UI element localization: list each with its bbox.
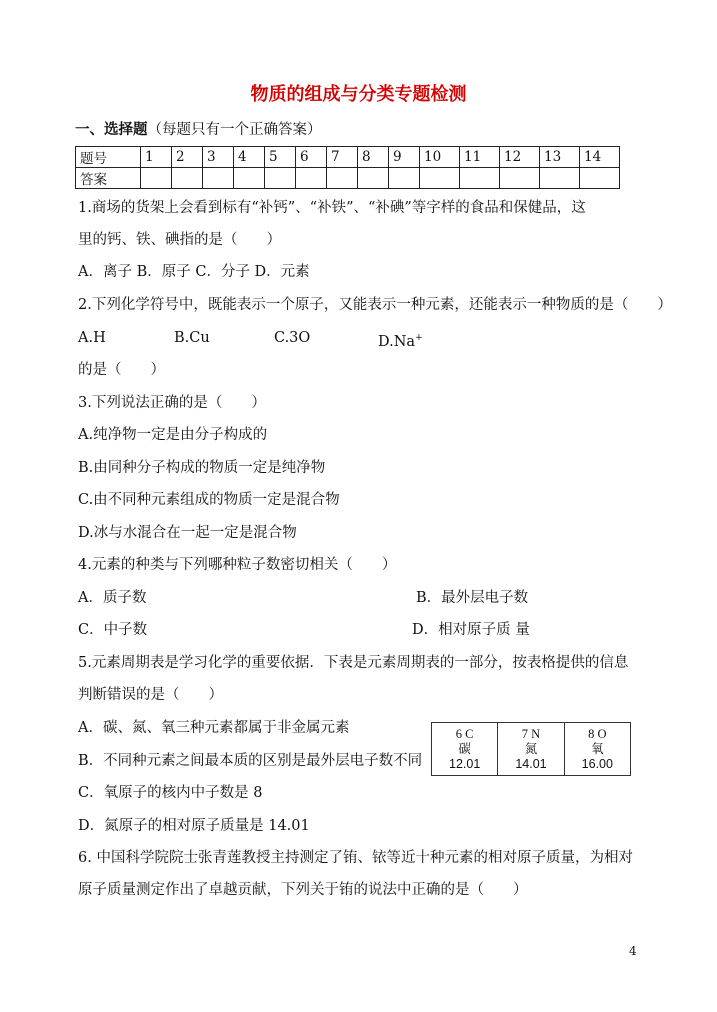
page-number: 4 [629, 944, 637, 958]
grid-answer-label: 答案 [76, 168, 141, 189]
question-5-option-d: D．氮原子的相对原子质量是 14.01 [78, 818, 310, 834]
periodic-table-fragment [431, 722, 631, 776]
section-note: （每题只有一个正确答案） [147, 122, 322, 138]
element-cell-oxygen [565, 723, 630, 775]
question-3-text: 3.下列说法正确的是（ ） [78, 395, 266, 411]
question-3-option-c: C.由不同种元素组成的物质一定是混合物 [78, 492, 340, 508]
answer-cell[interactable] [296, 168, 327, 189]
question-4-option-d: D．相对原子质 量 [412, 622, 530, 638]
element-cell-nitrogen [498, 723, 564, 775]
option-d-charge: + [415, 333, 423, 343]
grid-number: 4 [234, 147, 265, 168]
grid-answer-row [76, 168, 620, 189]
document-title: 物质的组成与分类专题检测 [250, 84, 467, 105]
grid-number: 3 [203, 147, 234, 168]
question-4-option-a: A．质子数 [78, 590, 147, 606]
grid-number: 6 [296, 147, 327, 168]
answer-cell[interactable] [141, 168, 172, 189]
fragment-text: 的是（ ） [78, 362, 165, 378]
grid-number: 13 [540, 147, 580, 168]
grid-number: 9 [389, 147, 420, 168]
element-name: 碳 [458, 741, 471, 756]
element-number-symbol: 8 O [588, 726, 607, 741]
question-2-option-d [378, 328, 423, 352]
grid-number: 14 [580, 147, 620, 168]
question-4-text: 4.元素的种类与下列哪种粒子数密切相关（ ） [78, 557, 397, 573]
grid-number: 2 [172, 147, 203, 168]
element-name: 氮 [524, 741, 538, 756]
question-3-option-d: D.冰与水混合在一起一定是混合物 [78, 525, 297, 541]
element-cell-carbon [432, 723, 498, 775]
question-1-options: A．离子 B．原子 C．分子 D．元素 [78, 264, 310, 280]
question-5-option-b: B．不同种元素之间最本质的区别是最外层电子数不同 [78, 753, 423, 769]
element-mass: 16.00 [581, 756, 613, 771]
question-6-text-cont: 原子质量测定作出了卓越贡献，下列关于铕的说法中正确的是（ ） [78, 882, 528, 898]
answer-cell[interactable] [203, 168, 234, 189]
element-number-symbol: 6 C [455, 726, 474, 741]
grid-number: 10 [420, 147, 460, 168]
grid-number: 5 [265, 147, 296, 168]
answer-cell[interactable] [327, 168, 358, 189]
question-2-option-a: A.H [78, 330, 106, 346]
section-heading [75, 118, 322, 139]
element-number-symbol: 7 N [521, 726, 541, 741]
answer-cell[interactable] [540, 168, 580, 189]
question-5-option-a: A．碳、氮、氧三种元素都属于非金属元素 [78, 720, 350, 736]
question-4-option-c: C．中子数 [78, 622, 148, 638]
grid-header-row [76, 147, 620, 168]
answer-cell[interactable] [234, 168, 265, 189]
answer-cell[interactable] [389, 168, 420, 189]
answer-cell[interactable] [420, 168, 460, 189]
grid-number: 8 [358, 147, 389, 168]
question-2-option-c: C.3O [274, 330, 311, 346]
question-3-option-b: B.由同种分子构成的物质一定是纯净物 [78, 460, 326, 476]
question-2-option-b: B.Cu [174, 330, 210, 346]
section-number: 一、 [75, 121, 104, 138]
element-mass: 14.01 [515, 756, 547, 771]
question-5-text-cont: 判断错误的是（ ） [78, 687, 223, 703]
question-5-option-c: C．氧原子的核内中子数是 8 [78, 785, 263, 801]
grid-header-label: 题号 [76, 147, 141, 168]
answer-cell[interactable] [265, 168, 296, 189]
answer-cell[interactable] [580, 168, 620, 189]
question-4-option-b: B．最外层电子数 [416, 590, 529, 606]
question-3-option-a: A.纯净物一定是由分子构成的 [78, 427, 268, 443]
option-d-symbol: D.Na [378, 333, 416, 350]
section-name: 选择题 [104, 121, 148, 138]
grid-number: 1 [141, 147, 172, 168]
question-6-text: 6. 中国科学院院士张青莲教授主持测定了铕、铱等近十种元素的相对原子质量，为相对 [78, 850, 633, 866]
answer-cell[interactable] [500, 168, 540, 189]
answer-cell[interactable] [172, 168, 203, 189]
element-mass: 12.01 [449, 756, 481, 771]
element-name: 氧 [591, 741, 604, 756]
answer-cell[interactable] [460, 168, 500, 189]
answer-grid [75, 146, 620, 189]
grid-number: 11 [460, 147, 500, 168]
answer-cell[interactable] [358, 168, 389, 189]
grid-number: 7 [327, 147, 358, 168]
grid-number: 12 [500, 147, 540, 168]
question-5-text: 5.元素周期表是学习化学的重要依据．下表是元素周期表的一部分，按表格提供的信息 [78, 655, 629, 671]
question-1-text-cont: 里的钙、铁、碘指的是（ ） [78, 232, 281, 248]
question-1-text: 1.商场的货架上会看到标有“补钙”、“补铁”、“补碘”等字样的食品和保健品，这 [78, 200, 586, 216]
question-2-text: 2.下列化学符号中，既能表示一个原子，又能表示一种元素，还能表示一种物质的是（ ） [78, 297, 672, 313]
